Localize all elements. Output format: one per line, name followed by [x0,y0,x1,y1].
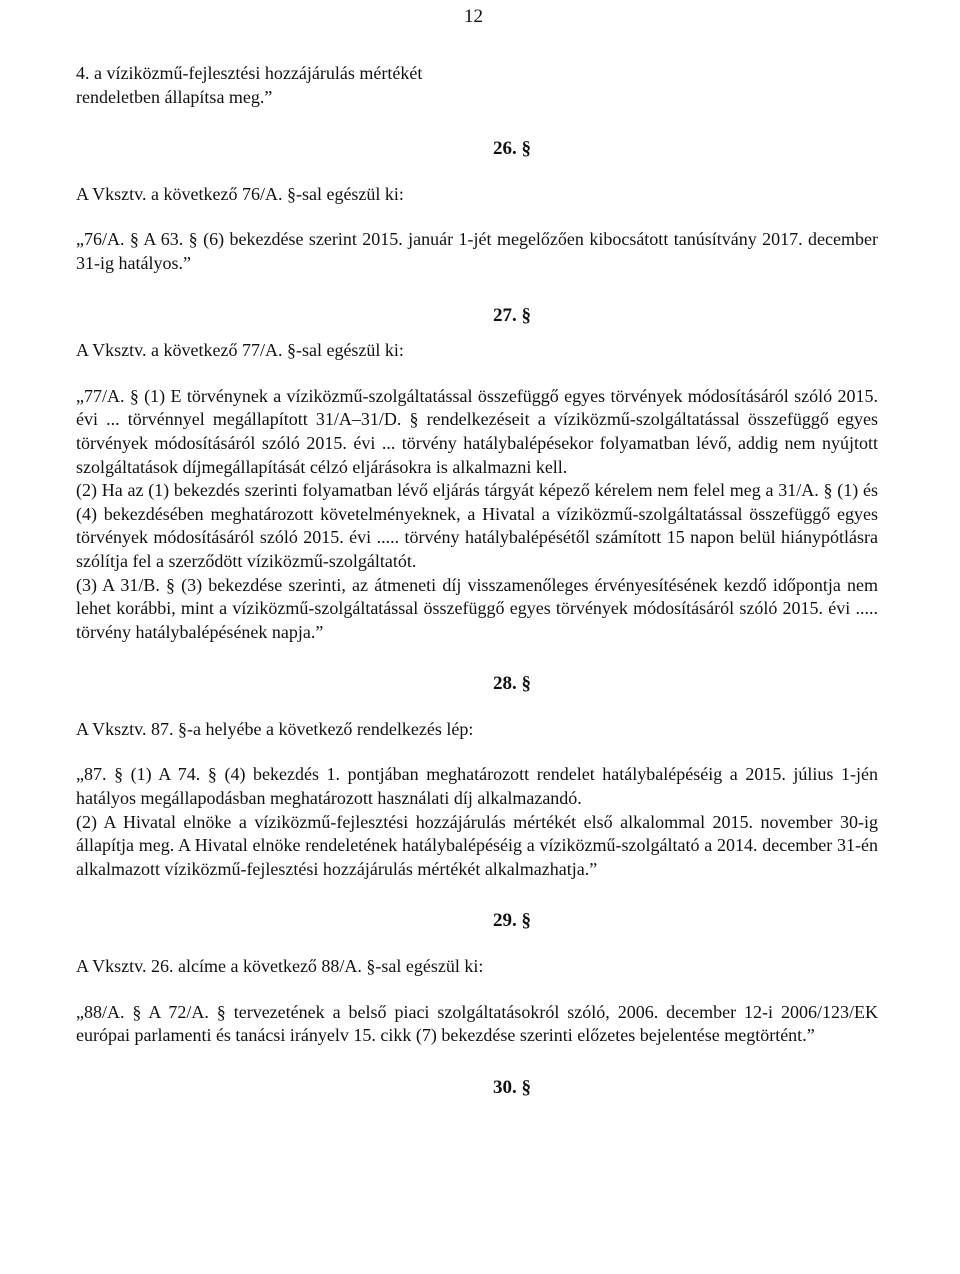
section-29-intro: A Vksztv. 26. alcíme a következő 88/A. §-sal egészül ki: [76,956,484,977]
section-27-paragraph-2: (2) Ha az (1) bekezdés szerinti folyamatban lévő eljárás tárgyát képező kérelem nem felel meg a 31/A. § (1) és (4) bekezdésében meghatározott követelményeknek, a Hivatal a víziközmű-szolgáltatással összefüggő egyes törvények módosításáról szóló 2015. évi ..... törvény hatálybalépésétől számított 15 napon belül hiánypótlásra szólítja fel a szerződött víziközmű-szolgáltatót. [76,480,878,571]
item-4-line1: 4. a víziközmű-fejlesztési hozzájárulás mértékét [76,63,423,83]
section-27-intro: A Vksztv. a következő 77/A. §-sal egészül ki: [76,340,404,361]
section-29-heading: 29. § [493,910,531,932]
section-28-paragraph-2: (2) A Hivatal elnöke a víziközmű-fejlesztési hozzájárulás mértékét első alkalommal 2015. november 30-ig állapítja meg. A Hivatal elnöke rendeletének hatálybalépéséig a víziközmű-szolgáltató a 2014. december 31-én alkalmazott víziközmű-fejlesztési hozzájárulás mértékét alkalmazhatja.” [76,811,878,879]
section-27-paragraph-1: „77/A. § (1) E törvénynek a víziközmű-szolgáltatással összefüggő egyes törvények módosításáról szóló 2015. évi ... törvénnyel megállapított 31/A–31/D. § rendelkezéseit a víziközmű-szolgáltatással összefüggő egyes törvények módosításáról szóló 2015. évi ... törvény hatálybalépésekor folyamatban lévő, addig nem nyújtott szolgáltatások díjmegállapítását célzó eljárásokra is alkalmazni kell. [76,385,878,477]
page-number: 12 [464,6,483,27]
section-28-heading: 28. § [493,673,531,695]
section-28-intro: A Vksztv. 87. §-a helyébe a következő rendelkezés lép: [76,718,474,739]
document-body [76,62,878,1099]
section-29-text: „88/A. § A 72/A. § tervezetének a belső piaci szolgáltatásokról szóló, 2006. december 12-i 2006/123/EK európai parlamenti és tanácsi irányelv 15. cikk (7) bekezdése szerinti előzetes bejelentése megtörtént.” [76,1001,878,1046]
section-26-intro: A Vksztv. a következő 76/A. §-sal egészül ki: [76,183,404,204]
section-27-paragraph-3: (3) A 31/B. § (3) bekezdése szerinti, az átmeneti díj visszamenőleges érvényesítésének kezdő időpontja nem lehet korábbi, mint a víziközmű-szolgáltatással összefüggő egyes törvények módosításáról szóló 2015. évi ..... törvény hatálybalépésének napja.” [76,574,878,642]
section-26-text: „76/A. § A 63. § (6) bekezdése szerint 2015. január 1-jét megelőzően kibocsátott tanúsítvány 2017. december 31-ig hatályos.” [76,229,878,273]
section-28-paragraph-1: „87. § (1) A 74. § (4) bekezdés 1. pontjában meghatározott rendelet hatálybalépéséig a 2015. július 1-jén hatályos megállapodásban meghatározott használati díj alkalmazandó. [76,764,878,809]
section-26-heading: 26. § [493,138,531,160]
section-27-heading: 27. § [493,304,531,326]
item-4-line2: rendeletben állapítsa meg.” [76,86,273,107]
section-30-heading: 30. § [493,1076,531,1098]
